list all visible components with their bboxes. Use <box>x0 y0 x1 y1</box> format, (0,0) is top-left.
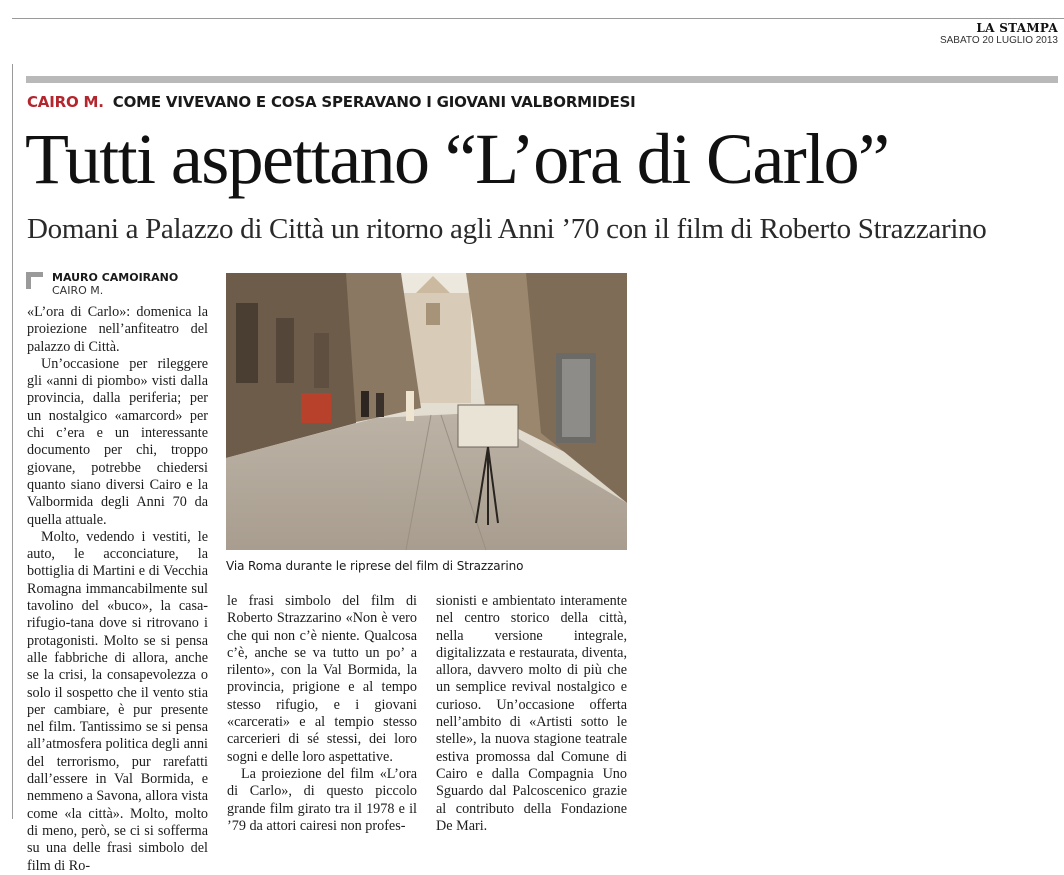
article-column-3 <box>436 593 627 834</box>
subheadline: Domani a Palazzo di Città un ritorno agli Anni ’70 con il film di Roberto Strazzarino <box>27 213 987 245</box>
issue-date: SABATO 20 LUGLIO 2013 <box>939 35 1058 46</box>
paragraph: sionisti e ambientato interamente nel centro storico della città, nella versione integrale, digitalizzata e restaurata, diventa, allora, davvero molto di più che un semplice revival nostalgico e curioso. Un’occasione offerta nell’ambito di «Artisti sotto le stelle», la nuova stagione teatrale estiva promossa dal Comune di Cairo e dalla Compagnia Uno Sguardo dal Palcoscenico grazie al contributo della Fondazione De Mari. <box>436 593 627 834</box>
byline-corner-icon <box>26 272 43 289</box>
newspaper-name: LA STAMPA <box>976 21 1058 35</box>
paragraph: Molto, vedendo i vestiti, le auto, le acconciature, la bottiglia di Martini e di Vecchia Romagna immancabilmente sul tavolino del «buco», la casa-rifugio-tana dove si ritrovano i protagonisti. Molto se si pensa alle fabbriche di allora, anche se la crisi, la consapevolezza o solo il sospetto che il vento stia per cambiare, è pur presente nel film. Tantissimo se si pensa all’atmosfera politica degli anni del terrorismo, pur rarefatti dall’essere in Val Bormida, e nemmeno a Savona, allora vista come «la città». Molto, molto di meno, però, se ci si sofferma su una delle frasi simbolo del film di Ro- <box>27 528 208 874</box>
kicker-place: CAIRO M. <box>27 93 104 111</box>
article-column-2 <box>227 593 417 834</box>
kicker-topic: COME VIVEVANO E COSA SPERAVANO I GIOVANI VALBORMIDESI <box>112 93 636 111</box>
left-rule <box>12 64 13 819</box>
top-rule <box>12 18 1064 19</box>
photo-caption: Via Roma durante le riprese del film di Strazzarino <box>226 559 524 573</box>
paragraph: Un’occasione per rileggere gli «anni di piombo» visti dalla provincia, dalla periferia; per un nostalgico «amarcord» per chi c’era e un interessante documento per chi, troppo giovane, potrebbe chiedersi quanto siano diversi Cairo e la Valbormida degli Anni 70 da quella attuale. <box>27 355 208 528</box>
kicker <box>27 93 636 111</box>
masthead <box>940 22 1058 46</box>
section-bar <box>26 76 1058 83</box>
author-name: MAURO CAMOIRANO <box>52 271 179 284</box>
byline <box>52 271 178 297</box>
headline: Tutti aspettano “L’ora di Carlo” <box>25 119 889 199</box>
paragraph: La proiezione del film «L’ora di Carlo», di questo piccolo grande film girato tra il 1978 e il ’79 da attori cairesi non profes- <box>227 765 417 834</box>
dateline: CAIRO M. <box>52 284 104 297</box>
paragraph: «L’ora di Carlo»: domenica la proiezione nell’anfiteatro del palazzo di Città. <box>27 304 208 355</box>
street-photo <box>226 273 627 550</box>
paragraph: le frasi simbolo del film di Roberto Strazzarino «Non è vero che qui non c’è niente. Qualcosa c’è, anche se va tutto un po’ a rilento», con la Val Bormida, la provincia, prigione e al tempo stesso rifugio, e i giovani «carcerati» e al tempio stesso carcerieri di sé stessi, dei loro sogni e delle loro aspettative. <box>227 593 417 765</box>
article-column-1 <box>27 304 208 874</box>
